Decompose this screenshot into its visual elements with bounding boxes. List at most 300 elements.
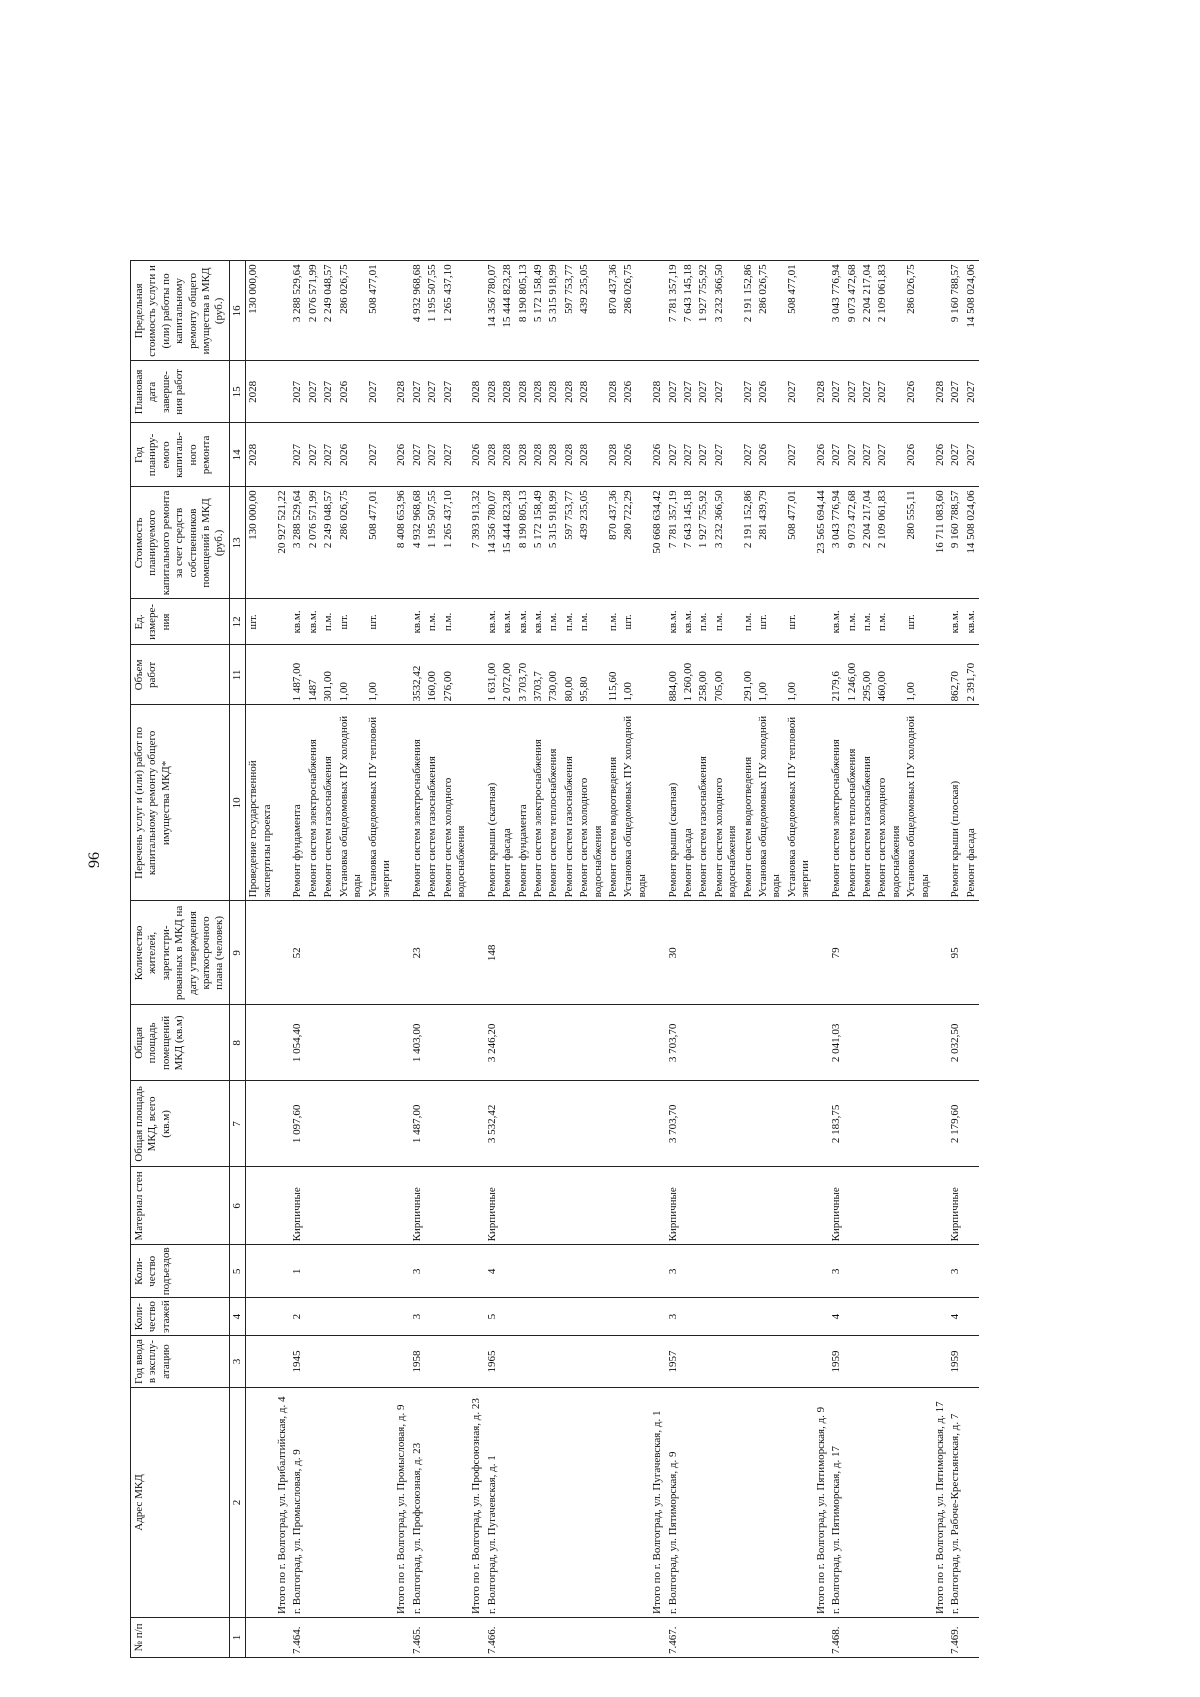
plan-year-cell: 2027 bbox=[875, 423, 904, 487]
address-cell bbox=[546, 1388, 561, 1618]
rooms-area-cell bbox=[425, 1005, 440, 1081]
floors-cell bbox=[875, 1298, 904, 1336]
table-row bbox=[964, 261, 979, 1658]
address-cell bbox=[845, 1388, 860, 1618]
plan-year-cell: 2027 bbox=[425, 423, 440, 487]
rooms-area-cell bbox=[814, 1005, 829, 1081]
wall-material-cell bbox=[606, 1167, 621, 1245]
cost-cell: 7 781 357,19 bbox=[666, 487, 681, 599]
rooms-area-cell bbox=[366, 1005, 395, 1081]
year-built-cell: 1959 bbox=[829, 1336, 844, 1388]
cost-cell: 1 195 507,55 bbox=[425, 487, 440, 599]
floors-cell bbox=[756, 1298, 785, 1336]
work-type-cell bbox=[394, 705, 409, 901]
wall-material-cell bbox=[681, 1167, 696, 1245]
floors-cell bbox=[964, 1298, 979, 1336]
rooms-area-cell bbox=[650, 1005, 665, 1081]
work-type-cell: Ремонт систем холодного водоснабжения bbox=[712, 705, 741, 901]
table-row bbox=[741, 261, 756, 1658]
limit-cost-cell: 5 172 158,49 bbox=[531, 261, 546, 361]
column-header-3: Год ввода в эксплу-атацию bbox=[131, 1336, 230, 1388]
entrances-cell bbox=[845, 1245, 860, 1298]
work-type-cell bbox=[814, 705, 829, 901]
year-built-cell bbox=[650, 1336, 665, 1388]
residents-cell bbox=[756, 901, 785, 1005]
wall-material-cell bbox=[516, 1167, 531, 1245]
unit-cell: кв.м. bbox=[516, 599, 531, 645]
work-type-cell: Ремонт систем газоснабжения bbox=[425, 705, 440, 901]
entrances-cell bbox=[546, 1245, 561, 1298]
volume-cell: 258,00 bbox=[696, 645, 711, 705]
work-type-cell: Установка общедомовых ПУ холодной воды bbox=[904, 705, 933, 901]
year-built-cell bbox=[337, 1336, 366, 1388]
entrances-cell bbox=[756, 1245, 785, 1298]
wall-material-cell bbox=[531, 1167, 546, 1245]
column-header-16: Предельная стоимость услуги и (или) работы по капитальному ремонту общего имущества в МКД (руб.) bbox=[131, 261, 230, 361]
floors-cell bbox=[860, 1298, 875, 1336]
residents-cell bbox=[681, 901, 696, 1005]
residents-cell bbox=[621, 901, 650, 1005]
wall-material-cell bbox=[756, 1167, 785, 1245]
unit-cell bbox=[275, 599, 290, 645]
volume-cell: 80,00 bbox=[562, 645, 577, 705]
table-row bbox=[681, 261, 696, 1658]
capital-repair-table bbox=[130, 260, 979, 1658]
volume-cell: 115,60 bbox=[606, 645, 621, 705]
limit-cost-cell: 2 249 048,57 bbox=[321, 261, 336, 361]
cost-cell: 2 109 061,83 bbox=[875, 487, 904, 599]
end-date-cell: 2027 bbox=[666, 361, 681, 423]
volume-cell: 460,00 bbox=[875, 645, 904, 705]
end-date-cell: 2027 bbox=[829, 361, 844, 423]
total-area-cell bbox=[845, 1081, 860, 1167]
unit-cell: шт. bbox=[904, 599, 933, 645]
address-cell bbox=[246, 1388, 275, 1618]
limit-cost-cell: 286 026,75 bbox=[621, 261, 650, 361]
limit-cost-cell: 4 932 968,68 bbox=[410, 261, 425, 361]
floors-cell bbox=[337, 1298, 366, 1336]
limit-cost-cell: 2 204 217,04 bbox=[860, 261, 875, 361]
total-area-cell bbox=[712, 1081, 741, 1167]
residents-cell bbox=[577, 901, 606, 1005]
year-built-cell: 1965 bbox=[485, 1336, 500, 1388]
address-cell bbox=[500, 1388, 515, 1618]
wall-material-cell bbox=[964, 1167, 979, 1245]
total-area-cell bbox=[337, 1081, 366, 1167]
address-cell bbox=[562, 1388, 577, 1618]
plan-year-cell: 2027 bbox=[366, 423, 395, 487]
address-cell bbox=[621, 1388, 650, 1618]
work-type-cell: Ремонт систем электроснабжения bbox=[306, 705, 321, 901]
row-number bbox=[814, 1618, 829, 1658]
table-row bbox=[577, 261, 606, 1658]
address-cell bbox=[785, 1388, 814, 1618]
limit-cost-cell: 9 160 788,57 bbox=[948, 261, 963, 361]
entrances-cell: 3 bbox=[829, 1245, 844, 1298]
year-built-cell bbox=[425, 1336, 440, 1388]
floors-cell bbox=[606, 1298, 621, 1336]
rooms-area-cell bbox=[531, 1005, 546, 1081]
rooms-area-cell: 2 032,50 bbox=[948, 1005, 963, 1081]
unit-cell: кв.м. bbox=[531, 599, 546, 645]
floors-cell bbox=[562, 1298, 577, 1336]
cost-cell: 281 439,79 bbox=[756, 487, 785, 599]
entrances-cell bbox=[469, 1245, 484, 1298]
rooms-area-cell bbox=[469, 1005, 484, 1081]
entrances-cell bbox=[964, 1245, 979, 1298]
rooms-area-cell bbox=[546, 1005, 561, 1081]
column-header-15: Плановая дата заверше-ния работ bbox=[131, 361, 230, 423]
row-number bbox=[621, 1618, 650, 1658]
residents-cell bbox=[275, 901, 290, 1005]
column-header-5: Коли-чество подъездов bbox=[131, 1245, 230, 1298]
row-number bbox=[394, 1618, 409, 1658]
row-number: 7.464. bbox=[290, 1618, 305, 1658]
limit-cost-cell: 508 477,01 bbox=[785, 261, 814, 361]
total-area-cell: 2 179,60 bbox=[948, 1081, 963, 1167]
unit-cell: п.м. bbox=[712, 599, 741, 645]
residents-cell bbox=[366, 901, 395, 1005]
address-cell: Итого по г. Волгоград, ул. Промысловая, д. 9 bbox=[394, 1388, 409, 1618]
rooms-area-cell bbox=[712, 1005, 741, 1081]
wall-material-cell bbox=[321, 1167, 336, 1245]
total-area-cell bbox=[904, 1081, 933, 1167]
residents-cell: 23 bbox=[410, 901, 425, 1005]
floors-cell bbox=[469, 1298, 484, 1336]
wall-material-cell: Кирпичные bbox=[666, 1167, 681, 1245]
residents-cell bbox=[469, 901, 484, 1005]
limit-cost-cell bbox=[650, 261, 665, 361]
work-type-cell: Ремонт фасада bbox=[681, 705, 696, 901]
cost-cell: 9 160 788,57 bbox=[948, 487, 963, 599]
total-area-cell: 1 487,00 bbox=[410, 1081, 425, 1167]
unit-cell: шт. bbox=[246, 599, 275, 645]
residents-cell bbox=[875, 901, 904, 1005]
wall-material-cell bbox=[577, 1167, 606, 1245]
work-type-cell bbox=[275, 705, 290, 901]
cost-cell: 7 643 145,18 bbox=[681, 487, 696, 599]
entrances-cell bbox=[500, 1245, 515, 1298]
residents-cell bbox=[785, 901, 814, 1005]
work-type-cell: Ремонт систем теплоснабжения bbox=[845, 705, 860, 901]
unit-cell: шт. bbox=[756, 599, 785, 645]
unit-cell: кв.м. bbox=[829, 599, 844, 645]
floors-cell bbox=[516, 1298, 531, 1336]
residents-cell bbox=[441, 901, 470, 1005]
row-number bbox=[425, 1618, 440, 1658]
limit-cost-cell: 2 109 061,83 bbox=[875, 261, 904, 361]
row-number bbox=[469, 1618, 484, 1658]
total-row bbox=[394, 261, 409, 1658]
column-number-8: 8 bbox=[229, 1005, 245, 1081]
total-area-cell bbox=[275, 1081, 290, 1167]
wall-material-cell: Кирпичные bbox=[829, 1167, 844, 1245]
total-area-cell bbox=[531, 1081, 546, 1167]
cost-cell: 23 565 694,44 bbox=[814, 487, 829, 599]
total-area-cell bbox=[756, 1081, 785, 1167]
rooms-area-cell bbox=[904, 1005, 933, 1081]
table-row bbox=[845, 261, 860, 1658]
rooms-area-cell bbox=[860, 1005, 875, 1081]
row-number bbox=[337, 1618, 366, 1658]
limit-cost-cell: 9 073 472,68 bbox=[845, 261, 860, 361]
floors-cell bbox=[696, 1298, 711, 1336]
wall-material-cell bbox=[394, 1167, 409, 1245]
column-header-11: Объем работ bbox=[131, 645, 230, 705]
total-area-cell bbox=[741, 1081, 756, 1167]
unit-cell: п.м. bbox=[562, 599, 577, 645]
table-row bbox=[306, 261, 321, 1658]
rooms-area-cell bbox=[875, 1005, 904, 1081]
rooms-area-cell bbox=[337, 1005, 366, 1081]
table-row bbox=[785, 261, 814, 1658]
year-built-cell bbox=[621, 1336, 650, 1388]
total-area-cell bbox=[425, 1081, 440, 1167]
total-row bbox=[469, 261, 484, 1658]
floors-cell: 5 bbox=[485, 1298, 500, 1336]
plan-year-cell: 2027 bbox=[306, 423, 321, 487]
column-number-9: 9 bbox=[229, 901, 245, 1005]
wall-material-cell: Кирпичные bbox=[485, 1167, 500, 1245]
limit-cost-cell bbox=[275, 261, 290, 361]
end-date-cell: 2028 bbox=[531, 361, 546, 423]
cost-cell: 5 172 158,49 bbox=[531, 487, 546, 599]
address-cell: г. Волгоград, ул. Пугачевская, д. 1 bbox=[485, 1388, 500, 1618]
wall-material-cell bbox=[337, 1167, 366, 1245]
address-cell bbox=[306, 1388, 321, 1618]
cost-cell: 7 393 913,32 bbox=[469, 487, 484, 599]
column-header-8: Общая площадь помещений МКД (кв.м) bbox=[131, 1005, 230, 1081]
table-row bbox=[500, 261, 515, 1658]
volume-cell: 1 631,00 bbox=[485, 645, 500, 705]
volume-cell: 95,80 bbox=[577, 645, 606, 705]
plan-year-cell: 2027 bbox=[741, 423, 756, 487]
rooms-area-cell bbox=[275, 1005, 290, 1081]
column-number-5: 5 bbox=[229, 1245, 245, 1298]
end-date-cell: 2027 bbox=[306, 361, 321, 423]
row-number bbox=[366, 1618, 395, 1658]
column-header-4: Коли-чество этажей bbox=[131, 1298, 230, 1336]
entrances-cell bbox=[246, 1245, 275, 1298]
work-type-cell: Ремонт крыши (плоская) bbox=[948, 705, 963, 901]
end-date-cell: 2027 bbox=[712, 361, 741, 423]
table-row bbox=[321, 261, 336, 1658]
end-date-cell: 2026 bbox=[904, 361, 933, 423]
rooms-area-cell bbox=[933, 1005, 948, 1081]
address-cell: Итого по г. Волгоград, ул. Пугачевская, д. 1 bbox=[650, 1388, 665, 1618]
end-date-cell: 2027 bbox=[948, 361, 963, 423]
row-number bbox=[577, 1618, 606, 1658]
entrances-cell: 1 bbox=[290, 1245, 305, 1298]
residents-cell bbox=[562, 901, 577, 1005]
total-area-cell bbox=[516, 1081, 531, 1167]
row-number bbox=[785, 1618, 814, 1658]
table-row bbox=[696, 261, 711, 1658]
column-number-2: 2 bbox=[229, 1388, 245, 1618]
limit-cost-cell: 286 026,75 bbox=[904, 261, 933, 361]
cost-cell: 3 043 776,94 bbox=[829, 487, 844, 599]
end-date-cell: 2027 bbox=[696, 361, 711, 423]
limit-cost-cell: 508 477,01 bbox=[366, 261, 395, 361]
address-cell bbox=[875, 1388, 904, 1618]
limit-cost-cell: 1 195 507,55 bbox=[425, 261, 440, 361]
residents-cell: 148 bbox=[485, 901, 500, 1005]
column-number-6: 6 bbox=[229, 1167, 245, 1245]
total-row bbox=[933, 261, 948, 1658]
plan-year-cell: 2028 bbox=[500, 423, 515, 487]
address-cell bbox=[366, 1388, 395, 1618]
address-cell: г. Волгоград, ул. Пятиморская, д. 17 bbox=[829, 1388, 844, 1618]
wall-material-cell bbox=[275, 1167, 290, 1245]
header-row bbox=[131, 261, 230, 1658]
limit-cost-cell: 3 232 366,50 bbox=[712, 261, 741, 361]
total-area-cell bbox=[964, 1081, 979, 1167]
volume-cell: 1 246,00 bbox=[845, 645, 860, 705]
end-date-cell: 2028 bbox=[546, 361, 561, 423]
column-number-1: 1 bbox=[229, 1618, 245, 1658]
address-cell bbox=[531, 1388, 546, 1618]
unit-cell: п.м. bbox=[441, 599, 470, 645]
year-built-cell bbox=[321, 1336, 336, 1388]
total-area-cell bbox=[814, 1081, 829, 1167]
limit-cost-cell: 8 190 805,13 bbox=[516, 261, 531, 361]
row-number: 7.465. bbox=[410, 1618, 425, 1658]
unit-cell: п.м. bbox=[425, 599, 440, 645]
row-number bbox=[933, 1618, 948, 1658]
cost-cell: 8 190 805,13 bbox=[516, 487, 531, 599]
row-number bbox=[606, 1618, 621, 1658]
total-area-cell bbox=[500, 1081, 515, 1167]
wall-material-cell bbox=[904, 1167, 933, 1245]
entrances-cell: 3 bbox=[666, 1245, 681, 1298]
cost-cell: 4 932 968,68 bbox=[410, 487, 425, 599]
volume-cell bbox=[650, 645, 665, 705]
table-row bbox=[621, 261, 650, 1658]
rooms-area-cell bbox=[394, 1005, 409, 1081]
cost-cell: 9 073 472,68 bbox=[845, 487, 860, 599]
table-header bbox=[131, 261, 246, 1658]
cost-cell: 439 235,05 bbox=[577, 487, 606, 599]
residents-cell bbox=[933, 901, 948, 1005]
total-area-cell bbox=[546, 1081, 561, 1167]
rooms-area-cell bbox=[441, 1005, 470, 1081]
wall-material-cell bbox=[814, 1167, 829, 1245]
table-row bbox=[756, 261, 785, 1658]
entrances-cell bbox=[306, 1245, 321, 1298]
entrances-cell bbox=[531, 1245, 546, 1298]
plan-year-cell: 2028 bbox=[606, 423, 621, 487]
total-area-cell: 1 097,60 bbox=[290, 1081, 305, 1167]
year-built-cell bbox=[246, 1336, 275, 1388]
end-date-cell: 2027 bbox=[964, 361, 979, 423]
address-cell bbox=[696, 1388, 711, 1618]
end-date-cell: 2028 bbox=[814, 361, 829, 423]
cost-cell: 508 477,01 bbox=[366, 487, 395, 599]
limit-cost-cell: 2 191 152,86 bbox=[741, 261, 756, 361]
work-type-cell: Ремонт систем теплоснабжения bbox=[546, 705, 561, 901]
floors-cell bbox=[275, 1298, 290, 1336]
floors-cell bbox=[712, 1298, 741, 1336]
unit-cell bbox=[933, 599, 948, 645]
plan-year-cell: 2026 bbox=[337, 423, 366, 487]
plan-year-cell: 2026 bbox=[933, 423, 948, 487]
total-area-cell: 3 703,70 bbox=[666, 1081, 681, 1167]
residents-cell bbox=[306, 901, 321, 1005]
year-built-cell bbox=[562, 1336, 577, 1388]
column-number-3: 3 bbox=[229, 1336, 245, 1388]
plan-year-cell: 2028 bbox=[516, 423, 531, 487]
work-type-cell: Ремонт фундамента bbox=[516, 705, 531, 901]
row-number bbox=[306, 1618, 321, 1658]
volume-cell: 1,00 bbox=[366, 645, 395, 705]
table-row bbox=[366, 261, 395, 1658]
floors-cell bbox=[306, 1298, 321, 1336]
volume-cell: 291,00 bbox=[741, 645, 756, 705]
end-date-cell: 2027 bbox=[785, 361, 814, 423]
plan-year-cell: 2027 bbox=[860, 423, 875, 487]
work-type-cell bbox=[469, 705, 484, 901]
year-built-cell bbox=[681, 1336, 696, 1388]
plan-year-cell: 2026 bbox=[650, 423, 665, 487]
column-number-7: 7 bbox=[229, 1081, 245, 1167]
work-type-cell: Ремонт систем холодного водоснабжения bbox=[441, 705, 470, 901]
year-built-cell bbox=[606, 1336, 621, 1388]
plan-year-cell: 2026 bbox=[814, 423, 829, 487]
end-date-cell: 2027 bbox=[441, 361, 470, 423]
floors-cell bbox=[531, 1298, 546, 1336]
volume-cell: 1,00 bbox=[621, 645, 650, 705]
building-row bbox=[485, 261, 500, 1658]
row-number: 7.467. bbox=[666, 1618, 681, 1658]
rooms-area-cell bbox=[606, 1005, 621, 1081]
cost-cell: 2 249 048,57 bbox=[321, 487, 336, 599]
plan-year-cell: 2027 bbox=[948, 423, 963, 487]
residents-cell bbox=[394, 901, 409, 1005]
column-number-4: 4 bbox=[229, 1298, 245, 1336]
floors-cell bbox=[441, 1298, 470, 1336]
cost-cell: 16 711 083,60 bbox=[933, 487, 948, 599]
residents-cell bbox=[741, 901, 756, 1005]
end-date-cell: 2027 bbox=[425, 361, 440, 423]
building-row bbox=[829, 261, 844, 1658]
residents-cell bbox=[696, 901, 711, 1005]
row-number bbox=[741, 1618, 756, 1658]
year-built-cell bbox=[933, 1336, 948, 1388]
end-date-cell: 2027 bbox=[410, 361, 425, 423]
residents-cell bbox=[712, 901, 741, 1005]
plan-year-cell: 2028 bbox=[485, 423, 500, 487]
building-row bbox=[410, 261, 425, 1658]
limit-cost-cell: 15 444 823,28 bbox=[500, 261, 515, 361]
address-cell: Итого по г. Волгоград, ул. Пятиморская, д. 17 bbox=[933, 1388, 948, 1618]
work-type-cell: Проведение государственной экспертизы проекта bbox=[246, 705, 275, 901]
residents-cell bbox=[531, 901, 546, 1005]
floors-cell bbox=[785, 1298, 814, 1336]
volume-cell: 276,00 bbox=[441, 645, 470, 705]
column-header-2: Адрес МКД bbox=[131, 1388, 230, 1618]
volume-cell: 1,00 bbox=[337, 645, 366, 705]
total-area-cell bbox=[321, 1081, 336, 1167]
year-built-cell bbox=[860, 1336, 875, 1388]
wall-material-cell bbox=[306, 1167, 321, 1245]
column-number-12: 12 bbox=[229, 599, 245, 645]
row-number bbox=[441, 1618, 470, 1658]
volume-cell: 2 391,70 bbox=[964, 645, 979, 705]
wall-material-cell bbox=[860, 1167, 875, 1245]
wall-material-cell bbox=[562, 1167, 577, 1245]
column-number-16: 16 bbox=[229, 261, 245, 361]
residents-cell bbox=[337, 901, 366, 1005]
